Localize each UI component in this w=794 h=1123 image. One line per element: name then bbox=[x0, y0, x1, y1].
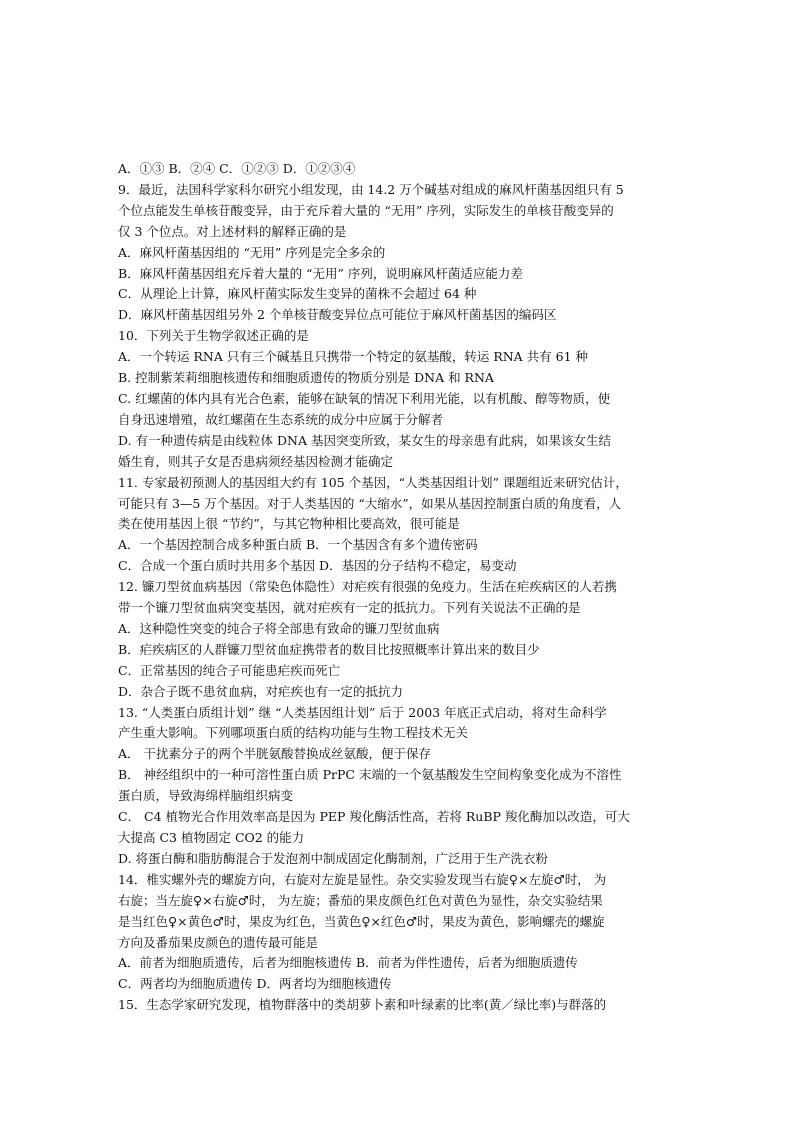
question-15-stem: 15．生态学家研究发现，植物群落中的类胡萝卜素和叶绿素的比率(黄／绿比率)与群落的 bbox=[118, 997, 607, 1013]
option-d: D. 有一种遗传病是由线粒体 DNA 基因突变所致，某女生的母亲患有此病，如果该女生结 bbox=[118, 432, 611, 448]
text-line: 自身迅速增殖，故红螺菌在生态系统的成分中应属于分解者 bbox=[118, 411, 444, 427]
option-c: C. 红螺菌的体内具有光合色素，能够在缺氧的情况下利用光能，以有机酸、醇等物质，使 bbox=[118, 390, 611, 406]
option-a: A．这种隐性突变的纯合子将全部患有致命的镰刀型贫血病 bbox=[118, 620, 440, 636]
text-line: 可能只有 3—5 万个基因。对于人类基因的 “大缩水”，如果从基因控制蛋白质的角度看，人 bbox=[118, 495, 622, 511]
text-line: A．①③ B．②④ C．①②③ D．①②③④ bbox=[118, 161, 356, 176]
option-b: B. 控制紫茉莉细胞核遗传和细胞质遗传的物质分别是 DNA 和 RNA bbox=[118, 370, 494, 386]
question-14-stem: 14．椎实螺外壳的螺旋方向，右旋对左旋是显性。杂交实验发现当右旋♀×左旋♂时， 为 bbox=[118, 871, 607, 887]
option-d: D．麻风杆菌基因组另外 2 个单核苷酸变异位点可能位于麻风杆菌基因的编码区 bbox=[118, 307, 557, 323]
text-line: 右旋；当左旋♀×右旋♂时， 为左旋；番茄的果皮颜色红色对黄色为显性，杂交实验结果 bbox=[118, 892, 603, 908]
option-b: B．麻风杆菌基因组充斥着大量的 “无用” 序列，说明麻风杆菌适应能力差 bbox=[118, 265, 523, 281]
text-line: 是当红色♀×黄色♂时，果皮为红色，当黄色♀×红色♂时，果皮为黄色，影响螺壳的螺旋 bbox=[118, 913, 605, 929]
option-a: A．麻风杆菌基因组的 “无用” 序列是完全多余的 bbox=[118, 244, 386, 260]
exam-page-text bbox=[118, 159, 678, 1016]
option-b: B．疟疾病区的人群镰刀型贫血症携带者的数目比按照概率计算出来的数目少 bbox=[118, 641, 540, 657]
text-line: 仅 3 个位点。对上述材料的解释正确的是 bbox=[118, 223, 347, 239]
text-line: 个位点能发生单核苷酸变异，由于充斥着大量的 “无用” 序列，实际发生的单核苷酸变异的 bbox=[118, 202, 614, 218]
question-9-stem: 9．最近，法国科学家科尔研究小组发现，由 14.2 万个碱基对组成的麻风杆菌基因组只有 5 bbox=[118, 181, 624, 197]
option-c: C．正常基因的纯合子可能患疟疾而死亡 bbox=[118, 662, 341, 678]
text-line: 方向及番茄果皮颜色的遗传最可能是 bbox=[118, 934, 319, 950]
option-a: A． 干扰素分子的两个半胱氨酸替换成丝氨酸，便于保存 bbox=[118, 746, 432, 762]
option-a: A．一个转运 RNA 只有三个碱基且只携带一个特定的氨基酸，转运 RNA 共有 61 种 bbox=[118, 349, 589, 365]
option-c-d: C．合成一个蛋白质时共用多个基因 D．基因的分子结构不稳定，易变动 bbox=[118, 558, 517, 574]
option-d: D. 将蛋白酶和脂肪酶混合于发泡剂中制成固定化酶制剂，广泛用于生产洗衣粉 bbox=[118, 850, 549, 866]
question-12-stem: 12. 镰刀型贫血病基因（常染色体隐性）对疟疾有很强的免疫力。生活在疟疾病区的人若携 bbox=[118, 579, 617, 595]
question-11-stem: 11. 专家最初预测人的基因组大约有 105 个基因，“人类基因组计划” 课题组近来研究估计， bbox=[118, 474, 628, 490]
option-c-d: C．两者均为细胞质遗传 D．两者均为细胞核遗传 bbox=[118, 976, 392, 992]
option-d: D．杂合子既不患贫血病，对疟疾也有一定的抵抗力 bbox=[118, 683, 404, 699]
text-line: 蛋白质，导致海绵样脑组织病变 bbox=[118, 788, 294, 804]
text-line: 婚生育，则其子女是否患病须经基因检测才能确定 bbox=[118, 453, 394, 469]
question-10-stem: 10．下列关于生物学叙述正确的是 bbox=[118, 328, 309, 344]
text-line: 类在使用基因上很 “节约”，与其它物种相比要高效，很可能是 bbox=[118, 516, 460, 532]
option-a-b: A．前者为细胞质遗传，后者为细胞核遗传 B．前者为伴性遗传，后者为细胞质遗传 bbox=[118, 955, 578, 971]
text-line: 带一个镰刀型贫血病突变基因，就对疟疾有一定的抵抗力。下列有关说法不正确的是 bbox=[118, 600, 581, 616]
option-b: B． 神经组织中的一种可溶性蛋白质 PrPC 末端的一个氨基酸发生空间构象变化成为不溶性 bbox=[118, 767, 622, 783]
option-a-b: A．一个基因控制合成多种蛋白质 B．一个基因含有多个遗传密码 bbox=[118, 537, 478, 553]
question-13-stem: 13. “人类蛋白质组计划” 继 “人类基因组计划” 后于 2003 年底正式启动，将对生命科学 bbox=[118, 704, 607, 720]
text-line: 大提高 C3 植物固定 CO2 的能力 bbox=[118, 830, 305, 845]
option-c: C． C4 植物光合作用效率高是因为 PEP 羧化酶活性高，若将 RuBP 羧化酶加以改造，可大 bbox=[118, 809, 630, 825]
option-c: C．从理论上计算，麻风杆菌实际发生变异的菌株不会超过 64 种 bbox=[118, 286, 477, 302]
text-line: 产生重大影响。下列哪项蛋白质的结构功能与生物工程技术无关 bbox=[118, 725, 469, 741]
